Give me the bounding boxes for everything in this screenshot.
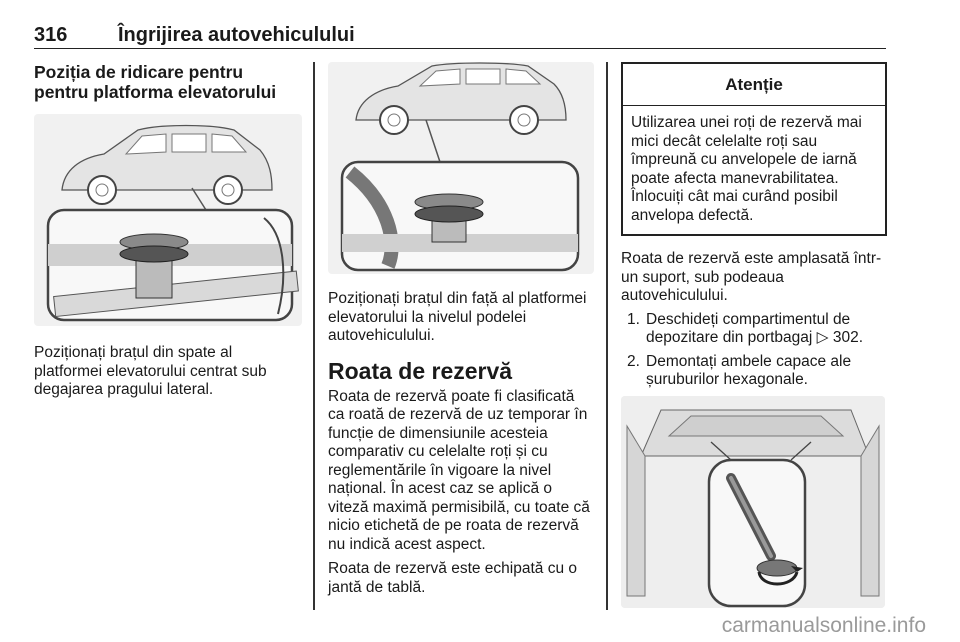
watermark: carmanualsonline.info bbox=[721, 614, 926, 637]
rear-lift-arm-illustration bbox=[34, 114, 302, 326]
step-text: Demontați ambele capace ale șuruburilor hexagonale. bbox=[646, 352, 852, 388]
page-reference[interactable]: 302. bbox=[832, 329, 864, 346]
instruction-list bbox=[621, 311, 887, 390]
list-item bbox=[621, 311, 887, 348]
column-left bbox=[34, 62, 302, 400]
spare-wheel-paragraph: Roata de rezervă poate fi clasificată ca roată de rezervă de uz temporar în funcție de dimensiunile acesteia comparativ cu celelalte roți și cu reglementările în vigoare la nivel național. În acest caz se aplică o viteză maximă permisibilă, cu toate că nicio etichetă de pe roata de rezervă nu indică acest aspect. bbox=[328, 387, 590, 553]
warning-title: Atenție bbox=[623, 64, 885, 106]
spare-wheel-rim-paragraph: Roata de rezervă este echipată cu o jantă de tablă. bbox=[328, 560, 578, 596]
page-header bbox=[34, 22, 886, 49]
column-middle bbox=[328, 62, 594, 597]
page-title: Îngrijirea autovehiculului bbox=[118, 24, 355, 46]
spare-wheel-location-text: Roata de rezervă este amplasată într-un suport, sub podeaua autovehiculului. bbox=[621, 250, 882, 304]
spare-wheel-heading: Roata de rezervă bbox=[328, 357, 513, 384]
arrow-ref-icon: ▷ bbox=[816, 329, 829, 346]
boot-compartment-illustration bbox=[621, 396, 885, 608]
step-text: Deschideți compartimentul de depozitare din portbagaj bbox=[646, 310, 851, 346]
front-lift-arm-illustration bbox=[328, 62, 594, 274]
front-lift-caption: Poziționați brațul din față al platformei elevatorului la nivelul podelei autovehiculului. bbox=[328, 290, 587, 344]
column-divider bbox=[313, 62, 315, 610]
list-item bbox=[621, 353, 887, 390]
step-number: 2. bbox=[627, 352, 640, 370]
rear-lift-caption: Poziționați brațul din spate al platformei elevatorului centrat sub degajarea pragului lateral. bbox=[34, 344, 267, 398]
lift-point-heading: Poziția de ridicare pentru pentru platforma elevatorului bbox=[34, 62, 277, 102]
column-divider bbox=[606, 62, 608, 610]
warning-box bbox=[621, 62, 887, 236]
column-right bbox=[621, 62, 887, 608]
page-number: 316 bbox=[34, 24, 68, 46]
warning-text: Utilizarea unei roți de rezervă mai mici decât celelalte roți sau împreună cu anvelopele de iarnă poate afecta manevrabilitatea. Înlocuiți cât mai curând posibil anvelopa defectă. bbox=[631, 114, 862, 224]
step-number: 1. bbox=[627, 310, 640, 328]
